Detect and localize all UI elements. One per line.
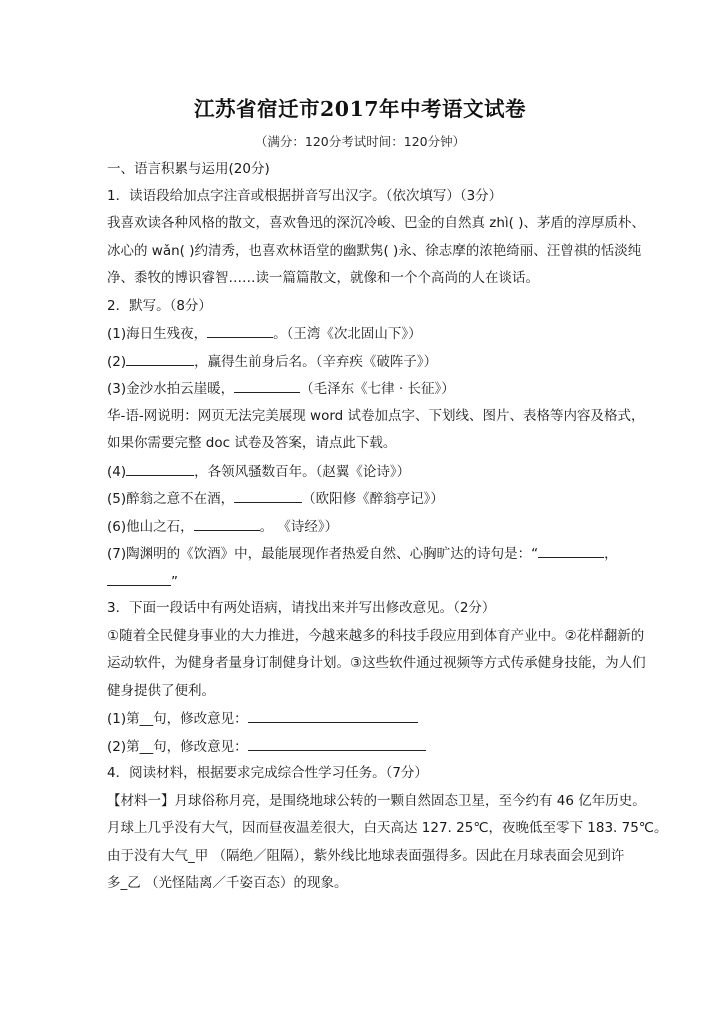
recitation-item-6 xyxy=(107,517,627,536)
section-heading: 一、语言积累与运用(20分) xyxy=(107,161,270,177)
answer-blank[interactable] xyxy=(126,462,194,476)
recitation-item-5 xyxy=(107,489,627,508)
answer-blank[interactable] xyxy=(234,489,302,503)
answer-blank[interactable] xyxy=(107,572,171,586)
item-text: 。 《诗经》） xyxy=(259,519,339,535)
question-3-line: 健身提供了便利。 xyxy=(107,683,215,699)
question-2-prompt: 2．默写。（8分） xyxy=(107,298,212,314)
recitation-item-1 xyxy=(107,324,627,343)
question-3-line: 运动软件，为健身者量身订制健身计划。③这些软件通过视频等方式传承健身技能，为人们 xyxy=(107,655,646,671)
answer-blank[interactable] xyxy=(248,737,426,751)
download-notice[interactable] xyxy=(107,434,627,452)
answer-blank[interactable] xyxy=(194,517,260,531)
item-text: （毛泽东《七律 · 长征》） xyxy=(300,381,455,397)
recitation-item-7 xyxy=(107,544,627,563)
answer-blank[interactable] xyxy=(248,709,418,723)
item-text: (3)金沙水拍云崖暖， xyxy=(107,381,235,397)
question-1-prompt: 1．读语段给加点字注音或根据拼音写出汉字。（依次填写）（3分） xyxy=(107,188,503,204)
answer-blank[interactable] xyxy=(126,352,194,366)
recitation-item-4 xyxy=(107,462,627,481)
item-text: 。（王湾《次北固山下》） xyxy=(273,326,422,342)
question-4-line: 由于没有大气_甲 （隔绝／阻隔），紫外线比地球表面强得多。因此在月球表面会见到许 xyxy=(107,848,625,864)
item-text: (7)陶渊明的《饮酒》中，最能展现作者热爱自然、心胸旷达的诗句是：“ xyxy=(107,546,539,562)
question-4-line: 【材料一】月球俗称月亮，是围绕地球公转的一颗自然固态卫星，至今约有 46 亿年历史。 xyxy=(107,793,646,809)
question-4-line: 月球上几乎没有大气，因而昼夜温差很大，白天高达 127. 25℃，夜晚低至零下 183. 75℃。 xyxy=(107,820,668,836)
answer-blank[interactable] xyxy=(207,324,273,338)
item-text: ，各领风骚数百年。（赵翼《论诗》） xyxy=(194,464,411,480)
answer-line-1 xyxy=(107,709,627,728)
question-3-prompt: 3．下面一段话中有两处语病，请找出来并写出修改意见。（2分） xyxy=(107,600,496,616)
item-text: (2)第__句，修改意见： xyxy=(107,739,248,755)
question-1-line: 我喜欢读各种风格的散文，喜欢鲁迅的深沉冷峻、巴金的自然真 zhì( )、茅盾的淳厚质朴、 xyxy=(107,215,646,231)
item-text: ， xyxy=(604,546,618,562)
question-4-prompt: 4．阅读材料，根据要求完成综合性学习任务。（7分） xyxy=(107,765,428,781)
question-3-line: ①随着全民健身事业的大力推进，今越来越多的科技手段应用到体育产业中。②花样翻新的 xyxy=(107,628,645,644)
question-4-line: 多_乙 （光怪陆离／千姿百态）的现象。 xyxy=(107,875,348,891)
item-text: (6)他山之石， xyxy=(107,519,194,535)
download-notice: 华-语-网说明：网页无法完美展现 word 试卷加点字、下划线、图片、表格等内容及格式， xyxy=(107,408,645,424)
answer-blank[interactable] xyxy=(538,544,604,558)
recitation-item-2 xyxy=(107,352,627,371)
item-text: (5)醉翁之意不在酒， xyxy=(107,491,235,507)
item-text: (2) xyxy=(107,354,127,370)
recitation-item-3 xyxy=(107,379,627,398)
answer-line-2 xyxy=(107,737,627,756)
recitation-item-7-cont xyxy=(107,572,627,591)
question-1-line: 冰心的 wǎn( )约清秀，也喜欢林语堂的幽默隽( )永、徐志摩的浓艳绮丽、汪曾祺的恬淡纯 xyxy=(107,243,642,259)
download-link[interactable]: 如果你需要完整 doc 试卷及答案，请点此下载。 xyxy=(107,435,397,451)
exam-info-subtitle: （满分：120分考试时间：120分钟） xyxy=(254,134,466,149)
item-text: ，赢得生前身后名。（辛弃疾《破阵子》） xyxy=(194,354,438,370)
item-text: （欧阳修《醉翁亭记》） xyxy=(302,491,444,507)
page-title: 江苏省宿迁市2017年中考语文试卷 xyxy=(193,97,527,121)
item-text: (1)海日生残夜， xyxy=(107,326,208,342)
question-1-line: 净、黍牧的博识睿智……读一篇篇散文，就像和一个个高尚的人在谈话。 xyxy=(107,270,539,286)
item-text: (1)第__句，修改意见： xyxy=(107,711,248,727)
item-text: ” xyxy=(171,574,178,590)
item-text: (4) xyxy=(107,464,127,480)
answer-blank[interactable] xyxy=(234,379,300,393)
